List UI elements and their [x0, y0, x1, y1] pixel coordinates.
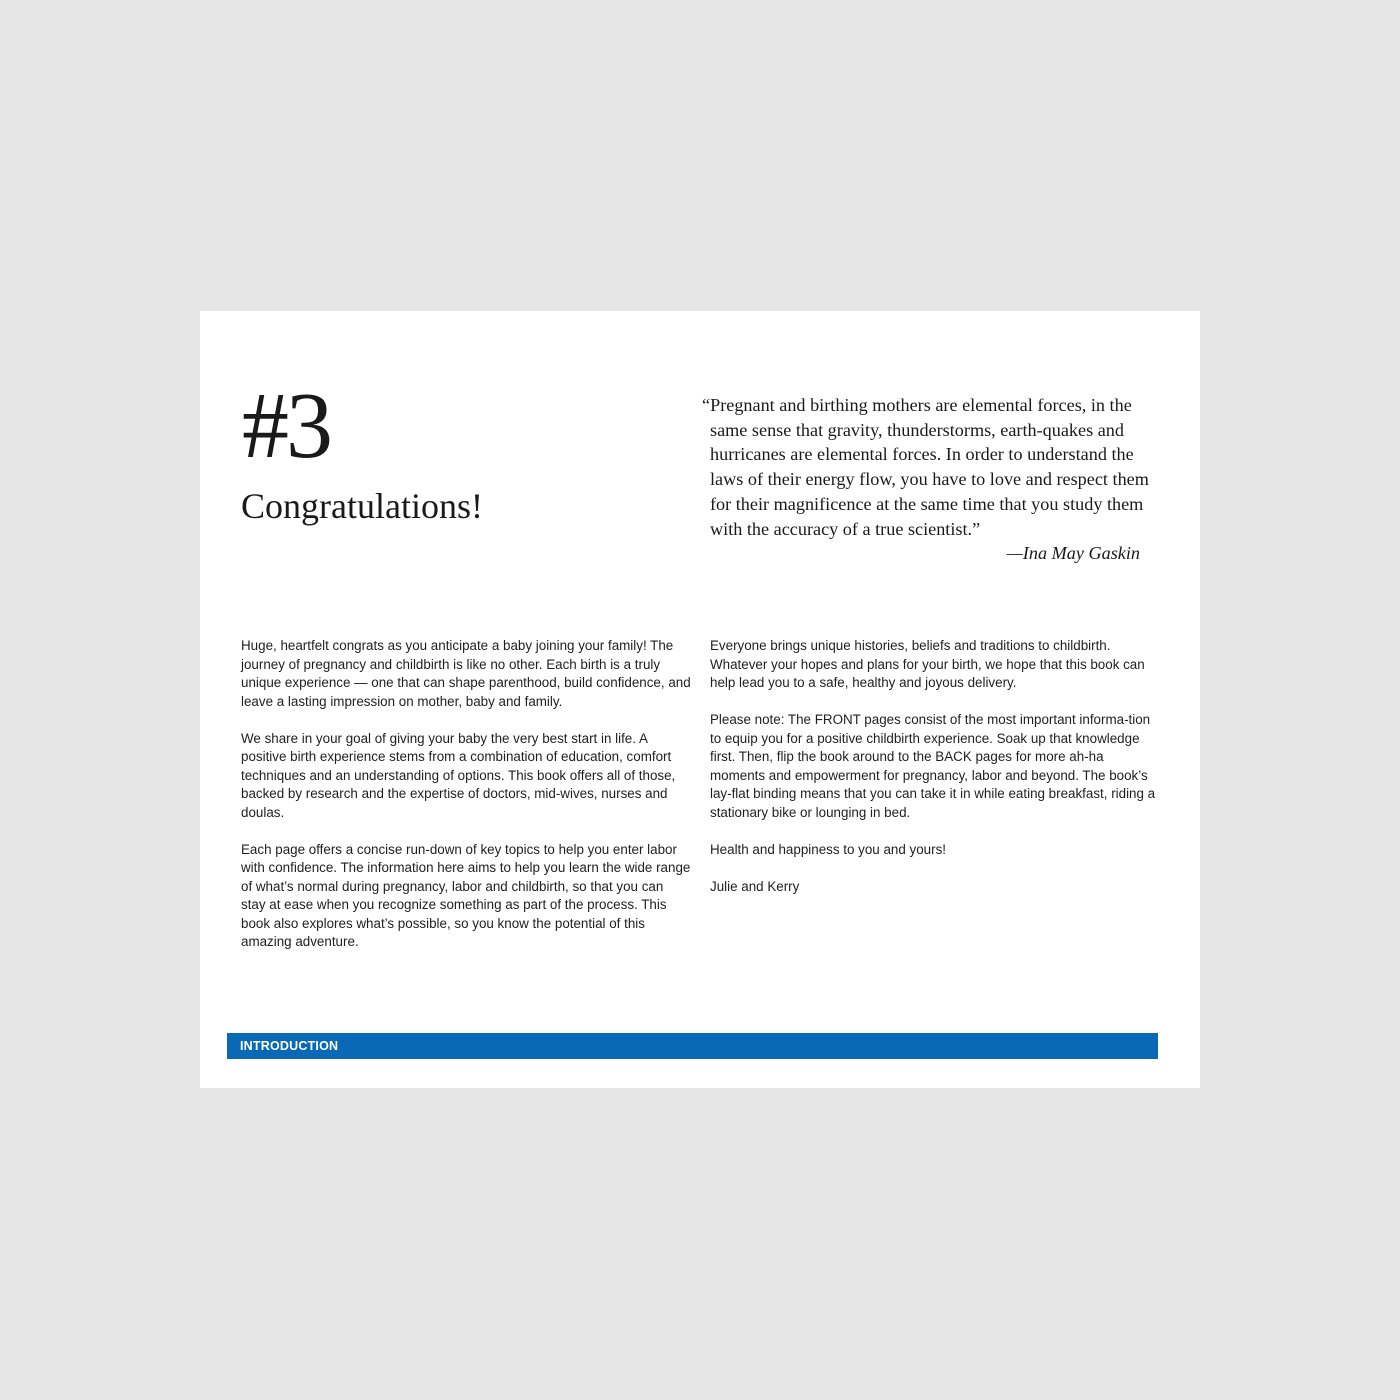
book-page [200, 311, 1200, 1088]
page-number: #3 [242, 374, 330, 478]
body-paragraph: We share in your goal of giving your baby the very best start in life. A positive birth experience stems from a combination of education, comfort techniques and an understanding of options. This book offers all of those, backed by research and the expertise of doctors, mid‑wives, nurses and doulas. [241, 730, 676, 820]
signature-line: Julie and Kerry [710, 878, 800, 894]
section-label: INTRODUCTION [240, 1039, 339, 1053]
quote-text: “Pregnant and birthing mothers are elemental forces, in the same sense that gravity, thunderstorms, earth‑quakes and hurricanes are elemental forces. In order to understand the laws of their energy flow, you have to love and respect them for their magnificence at the same time that you study them with the accuracy of a true scientist.” [702, 395, 1149, 539]
closing-line: Health and happiness to you and yours! [710, 841, 946, 857]
quote-attribution: —Ina May Gaskin [1006, 543, 1140, 564]
body-column-left [241, 637, 691, 970]
body-paragraph: Each page offers a concise run-down of key topics to help you enter labor with confidence. The information here aims to help you learn the wide range of what’s normal during pregnancy, labor and childbirth, so that you can stay at ease when you recognize something as part of the process. This book also explores what’s possible, so you know the potential of this amazing adventure. [241, 841, 691, 949]
body-paragraph: Huge, heartfelt congrats as you anticipate a baby joining your family! The journey of pregnancy and childbirth is like no other. Each birth is a truly unique experience — one that can shape parenthood, build confidence, and leave a lasting impression on mother, baby and family. [241, 638, 691, 709]
epigraph-quote [702, 393, 1157, 566]
page-title: Congratulations! [241, 486, 483, 526]
section-footer-bar [227, 1033, 1158, 1059]
body-column-right [710, 637, 1160, 915]
body-paragraph: Everyone brings unique histories, beliefs and traditions to childbirth. Whatever your hopes and plans for your birth, we hope that this book can help lead you to a safe, healthy and joyous delivery. [710, 638, 1145, 690]
body-paragraph: Please note: The FRONT pages consist of the most important informa‑tion to equip you for a positive childbirth experience. Soak up that knowledge first. Then, flip the book around to the BACK pages for more ah-ha moments and empowerment for pregnancy, labor and beyond. The book’s lay-flat binding means that you can take it in while eating breakfast, riding a stationary bike or lounging in bed. [710, 712, 1156, 820]
